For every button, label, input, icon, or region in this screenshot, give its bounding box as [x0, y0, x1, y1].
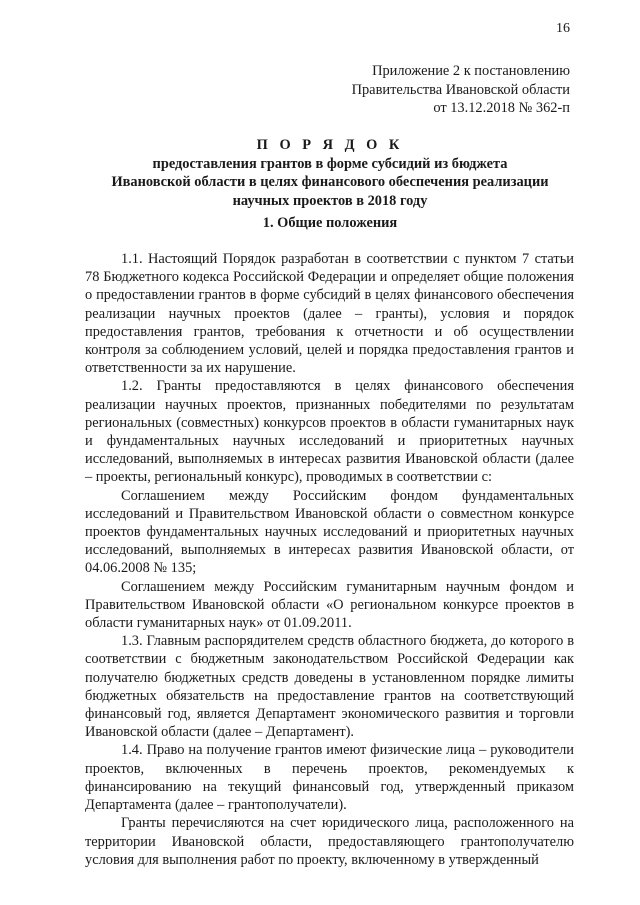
paragraph-grants-transfer: Гранты перечисляются на счет юридического лица, расположенного на территории Ивановской области, предоставляющего грантополучателю условия для выполнения работ по проекту, включенному в утвержденный [85, 815, 574, 868]
section-title: 1. Общие положения [262, 215, 398, 231]
title-line-2: Ивановской области в целях финансового обеспечения реализации [111, 174, 549, 190]
page-number: 16 [556, 21, 570, 36]
title-line-1: предоставления грантов в форме субсидий из бюджета [152, 155, 508, 172]
paragraph-agreement-rgnf: Соглашением между Российским гуманитарным научным фондом и Правительством Ивановской области «О региональном конкурсе проектов в области гуманитарных наук» от 01.09.2011. [85, 578, 574, 632]
paragraph-1-3: 1.3. Главным распорядителем средств областного бюджета, до которого в соответствии с бюджетным законодательством Российской Федерации как получателю бюджетных средств доведены в установленном порядке лимиты бюджетных обязательств на предоставление грантов на соответствующий финансовый год, является Департамент экономического развития и торговли Ивановской области (далее – Департамент). [85, 633, 574, 741]
appendix-line-1: Приложение 2 к постановлению [372, 63, 570, 79]
title-line-3: научных проектов в 2018 году [232, 192, 428, 209]
title-heading: П О Р Я Д О К [256, 137, 404, 153]
appendix-line-3: от 13.12.2018 № 362-п [433, 100, 570, 116]
paragraph-1-1: 1.1. Настоящий Порядок разработан в соответствии с пунктом 7 статьи 78 Бюджетного кодекса Российской Федерации и определяет общие положения о предоставлении грантов в форме субсидий в целях финансового обеспечения реализации научных проектов (далее – гранты), условия и порядок предоставления грантов, требования к отчетности и об осуществлении контроля за соблюдением условий, целей и порядка предоставления грантов и ответственности за их нарушение. [85, 251, 574, 377]
body-text [85, 250, 574, 869]
paragraph-agreement-rffi: Соглашением между Российским фондом фундаментальных исследований и Правительством Ивановской области о совместном конкурсе проектов фундаментальных научных исследований и приоритетных научных исследований, выполняемых в интересах развития Ивановской области, от 04.06.2008 № 135; [85, 487, 574, 577]
paragraph-1-4: 1.4. Право на получение грантов имеют физические лица – руководители проектов, включенных в перечень проектов, рекомендуемых к финансированию на текущий финансовый год, утвержденный приказом Департамента (далее – грантополучатели). [85, 742, 574, 814]
appendix-line-2: Правительства Ивановской области [351, 81, 570, 98]
document-title [80, 136, 580, 210]
paragraph-1-2: 1.2. Гранты предоставляются в целях финансового обеспечения реализации научных проектов, признанных победителями по результатам региональных (совместных) конкурсов проектов в области гуманитарных наук и фундаментальных научных исследований и приоритетных научных исследований, выполняемых в интересах развития Ивановской области (далее – проекты, региональный конкурс), проводимых в соответствии с: [85, 378, 574, 486]
appendix-note [352, 62, 570, 118]
